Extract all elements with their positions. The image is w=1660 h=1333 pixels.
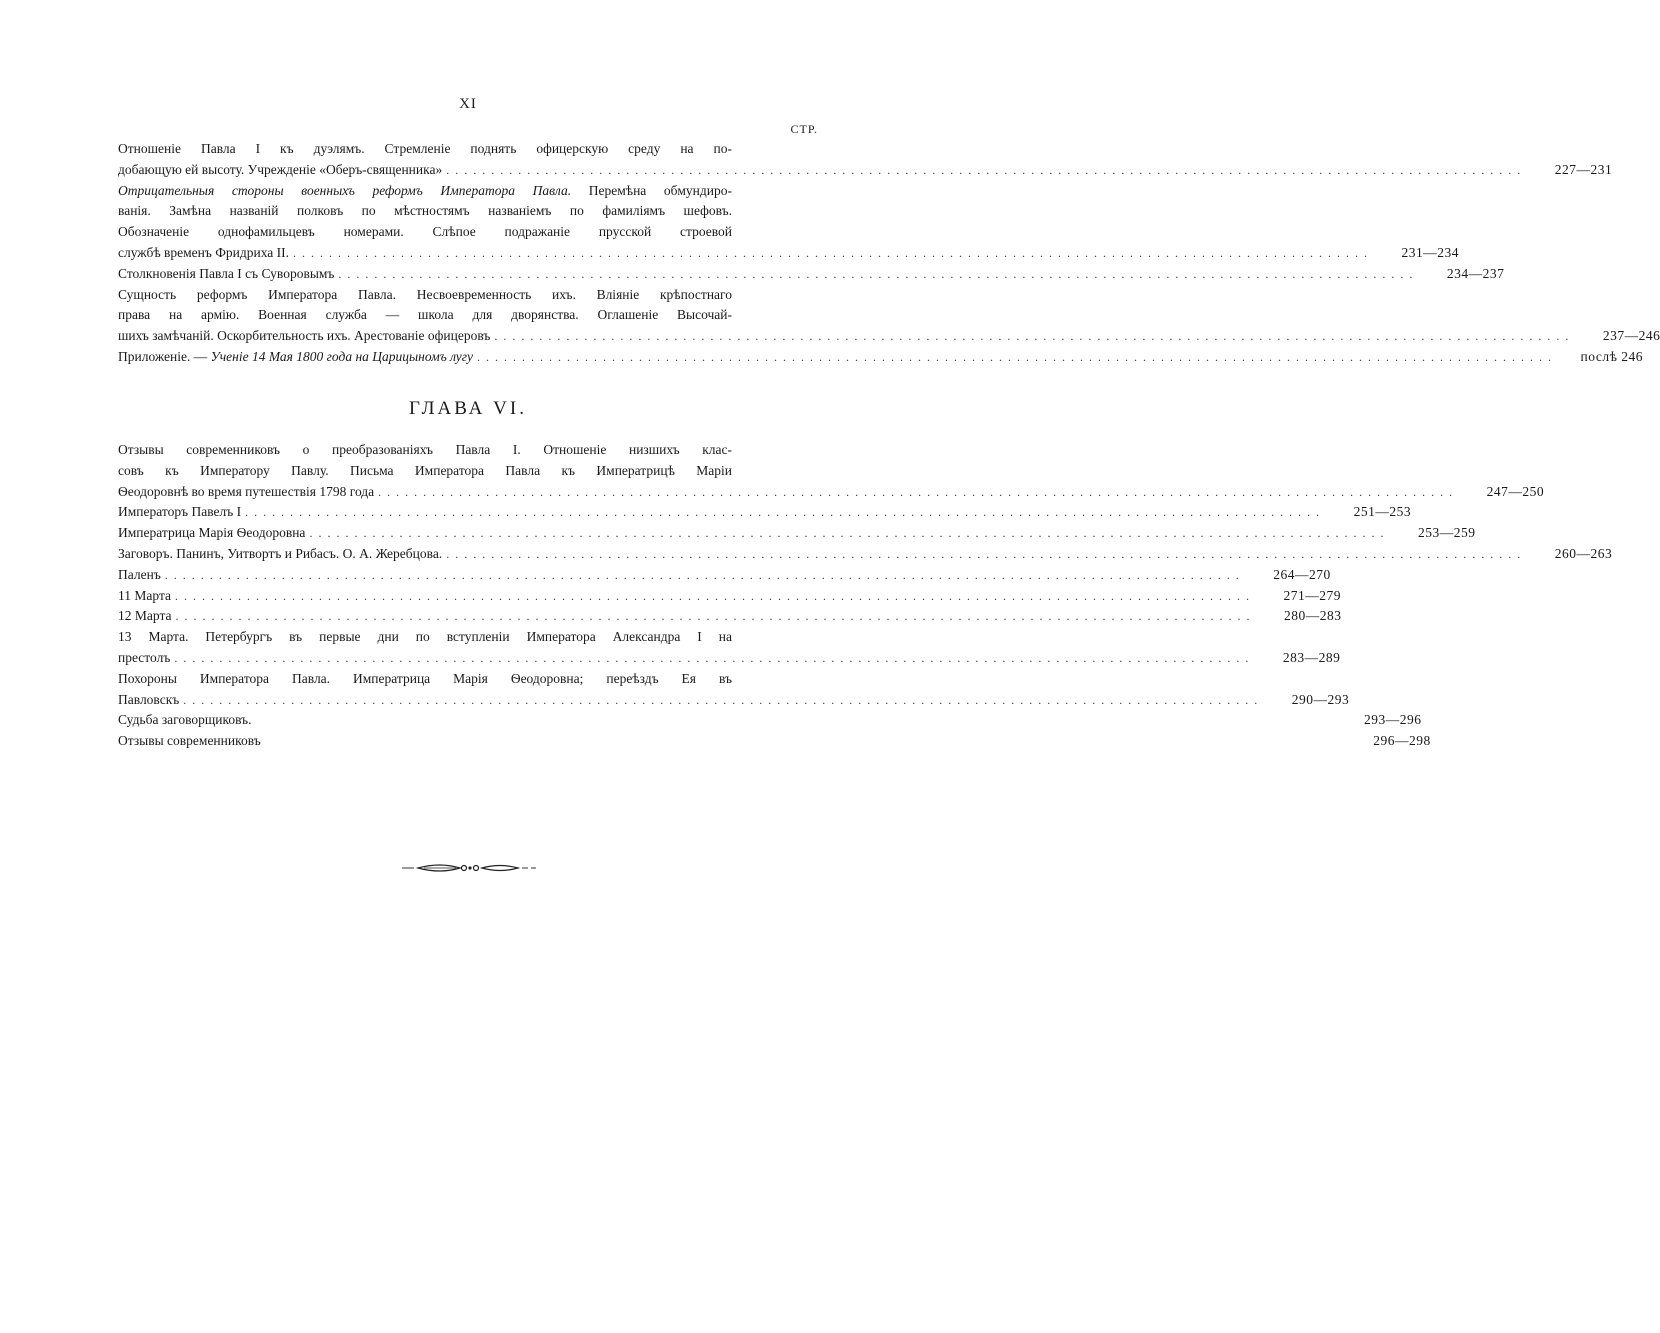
toc-entry: [118, 440, 1545, 502]
entry-pages: 253—259: [1417, 525, 1476, 541]
toc-entry: [118, 523, 1476, 544]
entry-last-line: 12 Марта: [118, 608, 172, 624]
dot-leader: ........................................................................................................................: [477, 349, 1558, 364]
entry-last-line: службѣ временъ Фридриха II.: [118, 244, 290, 260]
entry-pages: 290—293: [1291, 691, 1350, 707]
toc-entry: [118, 285, 1660, 347]
entry-line: Сущность реформъ Императора Павла. Несвоевременность ихъ. Вліяніе крѣпостнаго: [118, 286, 732, 302]
entry-pages: 231—234: [1401, 244, 1460, 260]
entry-last-line: Ѳеодоровнѣ во время путешествія 1798 года: [118, 483, 375, 499]
entry-last-line: Павловскъ: [118, 691, 180, 707]
dot-leader: ........................................................................................................................: [378, 484, 1459, 499]
entry-last-line: шихъ замѣчаній. Оскорбительность ихъ. Арестованіе офицеровъ: [118, 328, 491, 344]
dot-leader: ........................................................................................................................: [309, 526, 1390, 541]
dot-leader: ........................................................................................................................: [293, 245, 1374, 260]
entry-last-line: Отзывы современниковъ: [118, 733, 261, 749]
page-number: XI: [459, 96, 477, 112]
entry-pages: 251—253: [1353, 504, 1412, 520]
toc-section-one: [118, 139, 1660, 368]
toc-entry: [118, 347, 1644, 368]
toc-entry: [118, 710, 1422, 731]
entry-last-line: Императрица Марія Ѳеодоровна: [118, 525, 306, 541]
entry-line: Перемѣна обмундиро-: [571, 182, 732, 198]
entry-pages: 296—298: [1373, 733, 1431, 749]
entry-last-line: Паленъ: [118, 566, 161, 582]
toc-entry: [118, 606, 1342, 627]
dot-leader: ........................................................................................................................: [338, 266, 1419, 281]
dot-leader: ........................................................................................................................: [175, 588, 1255, 603]
dot-leader: ........................................................................................................................: [175, 609, 1256, 624]
entry-pages: 280—283: [1284, 608, 1342, 624]
entry-last-line: Ученіе 14 Мая 1800 года на Царицыномъ лугу: [210, 348, 474, 364]
tailpiece-ornament-icon: [400, 860, 538, 876]
toc-entry: [118, 565, 1331, 586]
entry-last-line: Судьба заговорщиковъ.: [118, 712, 252, 728]
entry-last-line: Заговоръ. Панинъ, Уитвортъ и Рибасъ. О. А. Жеребцова.: [118, 545, 443, 561]
dot-leader: ........................................................................................................................: [494, 329, 1575, 344]
dot-leader: ........................................................................................................................: [164, 567, 1245, 582]
entry-line: Отношеніе Павла I къ дуэлямъ. Стремленіе поднять офицерскую среду на по-: [118, 141, 732, 156]
chapter-title: ГЛАВА VI.: [409, 398, 527, 419]
toc-entry: [118, 669, 1350, 711]
entry-pages: 260—263: [1554, 545, 1613, 561]
entry-pages: 237—246: [1602, 328, 1660, 344]
toc-entry: [118, 544, 1613, 565]
entry-pages: 247—250: [1486, 483, 1545, 499]
entry-last-line: Столкновенія Павла I съ Суворовымъ: [118, 265, 335, 281]
entry-last-line: Императоръ Павелъ I: [118, 504, 242, 520]
entry-pages: 283—289: [1282, 649, 1341, 665]
entry-pages: 234—237: [1446, 265, 1505, 281]
entry-last-line: добающую ей высоту. Учрежденіе «Оберъ-священника»: [118, 161, 443, 177]
toc-entry: [118, 627, 1341, 669]
entry-line: права на армію. Военная служба — школа для дворянства. Оглашеніе Высочай-: [118, 307, 732, 323]
entry-line: 13 Марта. Петербургъ въ первые дни по вступленіи Императора Александра I на: [118, 629, 732, 645]
dot-leader: ........................................................................................................................: [245, 505, 1326, 520]
toc-entry: [118, 731, 1431, 752]
entry-line: ванія. Замѣна названій полковъ по мѣстностямъ названіемъ по фамиліямъ шефовъ.: [118, 203, 732, 219]
entry-line: Отзывы современниковъ о преобразованіяхъ Павла I. Отношеніе низшихъ клас-: [118, 442, 732, 457]
toc-entry: [118, 586, 1341, 607]
dot-leader: ........................................................................................................................: [174, 650, 1255, 665]
dot-leader: ........................................................................................................................: [446, 162, 1527, 177]
toc-entry: [118, 181, 1460, 264]
toc-section-two: [118, 440, 1613, 752]
toc-entry: [118, 139, 1613, 181]
dot-leader: ........................................................................................................................: [183, 692, 1264, 707]
entry-last-line: 11 Марта: [118, 587, 171, 603]
entry-last-line: престолъ: [118, 649, 171, 665]
entry-pages: 264—270: [1273, 566, 1331, 582]
entry-pages: 271—279: [1283, 587, 1341, 603]
pages-column-header: СТР.: [790, 122, 818, 136]
toc-entry: [118, 264, 1505, 285]
entry-pages: 227—231: [1554, 161, 1613, 177]
entry-pages: послѣ 246: [1580, 348, 1644, 364]
entry-line: Обозначеніе однофамильцевъ номерами. Слѣпое подражаніе прусской строевой: [118, 224, 732, 240]
entry-prefix: Приложеніе. —: [118, 348, 211, 364]
entry-line: совъ къ Императору Павлу. Письма Императора Павла къ Императрицѣ Маріи: [118, 462, 732, 478]
entry-line: Похороны Императора Павла. Императрица Марія Ѳеодоровна; переѣздъ Ея въ: [118, 670, 732, 686]
entry-italic-lead: Отрицательныя стороны военныхъ реформъ Императора Павла.: [118, 182, 572, 198]
dot-leader: ........................................................................................................................: [446, 546, 1527, 561]
entry-pages: 293—296: [1364, 712, 1422, 728]
toc-entry: [118, 502, 1412, 523]
